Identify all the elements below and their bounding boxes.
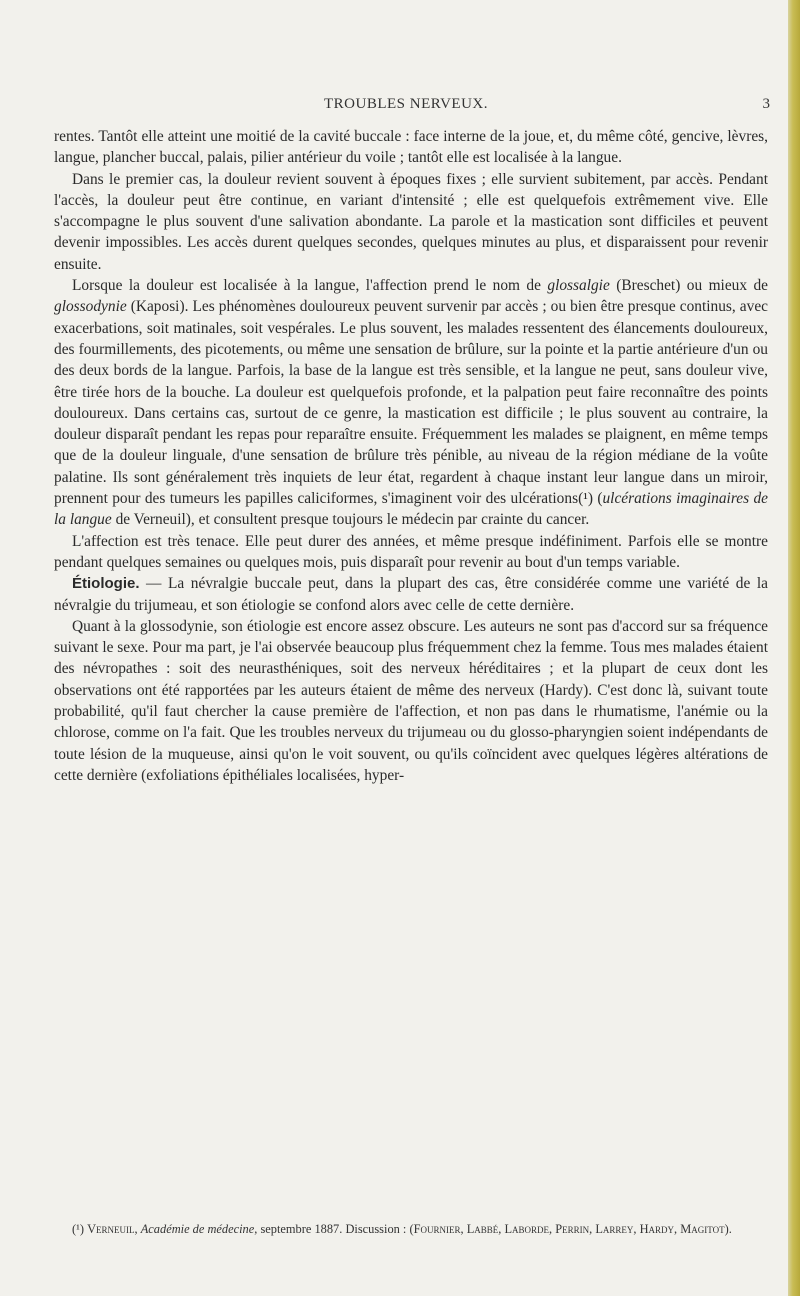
section-heading-etiologie: Étiologie. (72, 575, 140, 593)
footnote-source: Académie de médecine (140, 1222, 255, 1236)
paragraph-4: L'affection est très tenace. Elle peut durer des années, et même presque indéfiniment. Parfois elle se montre pendant quelques semaines ou quelques mois, puis disparaît pour revenir au bout d'un temps variable. (54, 532, 768, 571)
page-header (42, 96, 770, 120)
footnote-names: Fournier, Labbé, Laborde, Perrin, Larrey, Hardy, Magitot (413, 1222, 725, 1236)
term-glossalgie: glossalgie (547, 277, 610, 295)
page-number: 3 (762, 96, 770, 112)
footnote-author: Verneuil (87, 1222, 135, 1236)
term-ulcerations-imaginaires: ulcérations imaginaires de la langue (54, 490, 768, 529)
body-text (54, 126, 768, 786)
footnote-reference: (¹) (578, 490, 593, 508)
paragraph-6: Quant à la glossodynie, son étiologie est encore assez obscure. Les auteurs ne sont pas d'accord sur sa fréquence suivant le sexe. Pour ma part, je l'ai observée beaucoup plus fréquemment chez la femme. Tous mes malades étaient des névropathes : soit des neurasthéniques, soit des nerveux héréditaires ; et la plupart de ceux dont les observations ont été rapportées par les auteurs étaient de même des nerveux (Hardy). C'est donc là, suivant toute probabilité, qu'il faut chercher la cause première de l'affection, et non pas dans le rhumatisme, l'anémie ou la chlorose, comme on l'a fait. Que les troubles nerveux du trijumeau ou du glosso-pharyngien soient indépendants de toute lésion de la muqueuse, ainsi qu'on le voit souvent, ou qu'ils coïncident avec quelques légères altérations de cette dernière (exfoliations épithéliales localisées, hyper- (54, 617, 768, 784)
paragraph-2: Dans le premier cas, la douleur revient souvent à époques fixes ; elle survient subitement, par accès. Pendant l'accès, la douleur peut être continue, en variant d'intensité ; elle est quelquefois extrêmement vive. Elle s'accompagne le plus souvent d'une salivation abondante. La parole et la mastication sont difficiles et peuvent devenir impossibles. Les accès durent quelques secondes, quelques minutes au plus, et disparaissent pour revenir ensuite. (54, 170, 768, 273)
footnote: (¹) Verneuil, Académie de médecine, septembre 1887. Discussion : (Fournier, Labbé, Laborde, Perrin, Larrey, Hardy, Magitot). (72, 1222, 732, 1236)
paragraph-3-text-c: (Kaposi). Les phénomènes douloureux peuvent survenir par accès ; ou bien être presque continus, avec exacerbations, soit matinales, soit vespérales. Le plus souvent, les malades ressentent des élancements douloureux, des fourmillements, des picotements, ou même une sensation de brûlure, sur la pointe et la partie antérieure d'un ou des deux bords de la langue. Parfois, la base de la langue est très sensible, et la langue ne peut, sans douleur vive, être tirée hors de la bouche. La douleur est quelquefois profonde, et la palpation peut faire reconnaître des points douloureux. Dans certains cas, surtout de ce genre, la mastication est difficile ; le plus souvent au contraire, la douleur disparaît pendant les repas pour reparaître ensuite. Fréquemment les malades se plaignent, en même temps que de la douleur linguale, d'une sensation de brûlure très pénible, au niveau de la région médiane de la voûte palatine. Ils sont généralement très inquiets de leur état, regardent à chaque instant leur langue dans un miroir, prennent pour des tumeurs les papilles caliciformes, s'imaginent voir des ulcérations (54, 298, 768, 508)
footnote-close: ). (724, 1222, 732, 1236)
footnote-marker: (¹) (72, 1222, 84, 1236)
term-glossodynie: glossodynie (54, 298, 127, 316)
paragraph-1: rentes. Tantôt elle atteint une moitié de la cavité buccale : face interne de la joue, et, du même côté, gencive, lèvres, langue, plancher buccal, palais, pilier antérieur du voile ; tantôt elle est localisée à la langue. (54, 128, 768, 167)
footnote-details: , septembre 1887. Discussion : ( (254, 1222, 414, 1236)
paragraph-3 (54, 275, 768, 531)
paragraph-3-text-e: de Verneuil), et consultent presque toujours le médecin par crainte du cancer. (111, 511, 590, 529)
paragraph-3-text-b: (Breschet) ou mieux de (609, 277, 768, 295)
page-edge-strip (788, 0, 800, 1296)
paragraph-5 (54, 573, 768, 616)
running-head: TROUBLES NERVEUX. (324, 96, 488, 112)
paragraph-3-text-d: ( (592, 490, 603, 508)
paragraph-3-text-a: Lorsque la douleur est localisée à la langue, l'affection prend le nom de (72, 277, 548, 295)
paragraph-5-text: — La névralgie buccale peut, dans la plupart des cas, être considérée comme une variété de la névralgie du trijumeau, et son étiologie se confond alors avec celle de cette dernière. (54, 575, 768, 614)
